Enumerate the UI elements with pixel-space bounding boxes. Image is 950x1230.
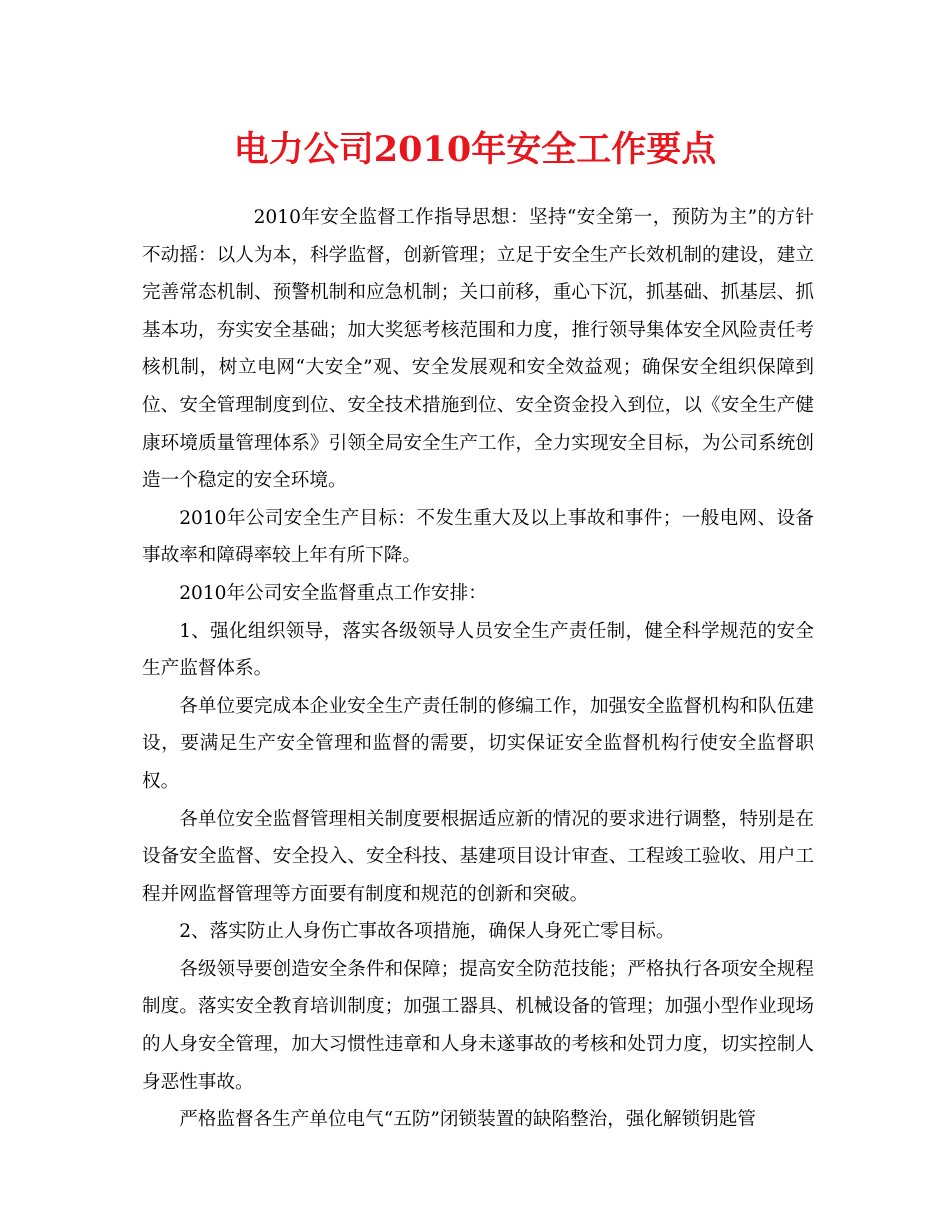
paragraph-item-2-heading: 2、落实防止人身伤亡事故各项措施，确保人身死亡零目标。	[179, 921, 675, 943]
paragraph-item-1-heading: 1、强化组织领导，落实各级领导人员安全生产责任制，健全科学规范的安全生产监督体系。	[142, 620, 814, 680]
document-body	[142, 199, 814, 1139]
paragraph-guiding-ideology: 2010年安全监督工作指导思想：坚持“安全第一，预防为主”的方针不动摇：以人为本，科学监督，创新管理；立足于安全生产长效机制的建设，建立完善常态机制、预警机制和应急机制；关口前移，重心下沉，抓基础、抓基层、抓基本功，夯实安全基础；加大奖惩考核范围和力度，推行领导集体安全风险责任考核机制，树立电网“大安全”观、安全发展观和安全效益观；确保安全组织保障到位、安全管理制度到位、安全技术措施到位、安全资金投入到位，以《安全生产健康环境质量管理体系》引领全局安全生产工作，全力实现安全目标，为公司系统创造一个稳定的安全环境。	[142, 207, 814, 492]
paragraph-safety-goals: 2010年公司安全生产目标：不发生重大及以上事故和事件；一般电网、设备事故率和障碍率较上年有所下降。	[142, 507, 814, 567]
document-title: 电力公司2010年安全工作要点	[233, 129, 717, 170]
paragraph-key-work-heading: 2010年公司安全监督重点工作安排：	[179, 582, 487, 604]
paragraph-item-1-detail-a: 各单位要完成本企业安全生产责任制的修编工作，加强安全监督机构和队伍建设，要满足生产安全管理和监督的需要，切实保证安全监督机构行使安全监督职权。	[142, 695, 814, 792]
paragraph-item-2-detail-b: 严格监督各生产单位电气“五防”闭锁装置的缺陷整治，强化解锁钥匙管	[179, 1109, 757, 1131]
paragraph-item-1-detail-b: 各单位安全监督管理相关制度要根据适应新的情况的要求进行调整，特别是在设备安全监督、安全投入、安全科技、基建项目设计审查、工程竣工验收、用户工程并网监督管理等方面要有制度和规范的创新和突破。	[142, 808, 814, 905]
paragraph-item-2-detail-a: 各级领导要创造安全条件和保障；提高安全防范技能；严格执行各项安全规程制度。落实安全教育培训制度；加强工器具、机械设备的管理；加强小型作业现场的人身安全管理，加大习惯性违章和人身未遂事故的考核和处罚力度，切实控制人身恶性事故。	[142, 958, 814, 1093]
